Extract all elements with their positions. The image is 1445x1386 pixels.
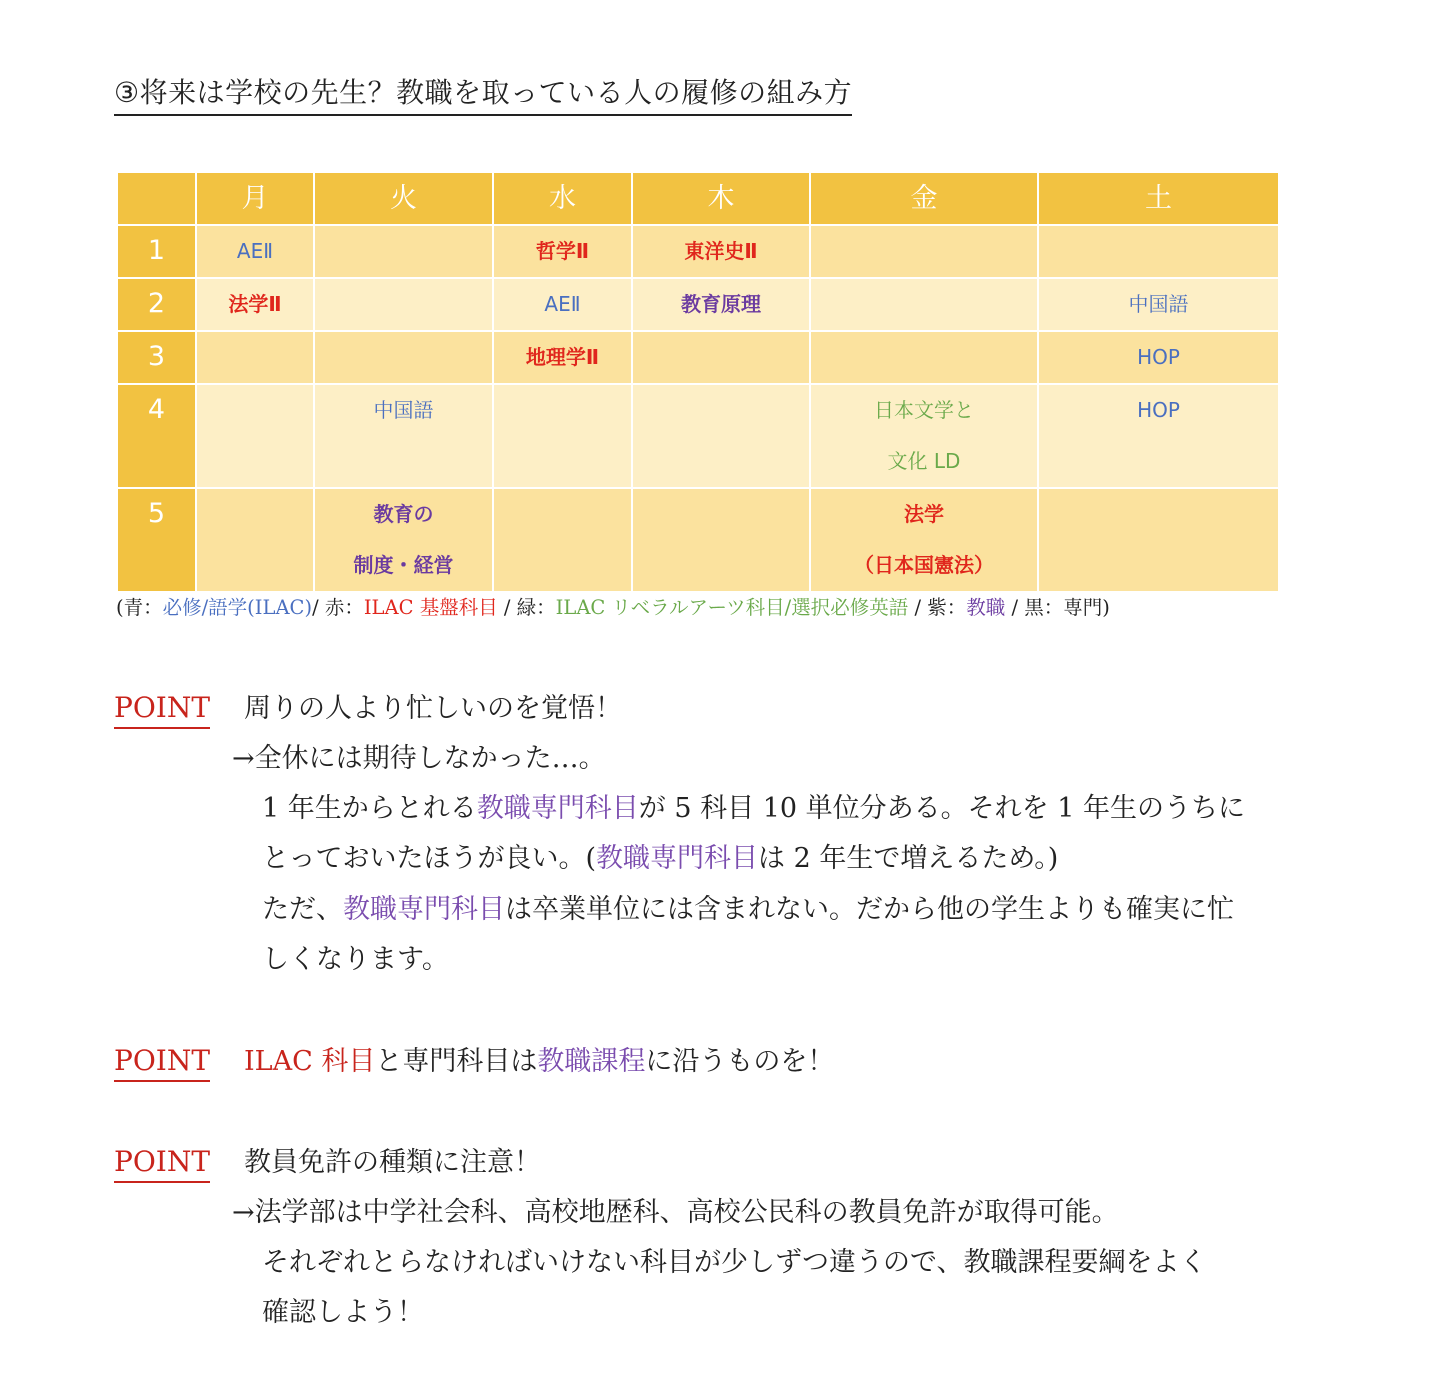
period-number: 1 — [117, 225, 196, 278]
class-cell — [493, 331, 632, 384]
class-name: HOP — [1137, 398, 1180, 422]
day-header: 金 — [810, 172, 1038, 225]
point-heading: 教員免許の種類に注意！ — [244, 1147, 541, 1178]
class-name: 日本文学と — [874, 398, 974, 422]
legend-blue: 必修/語学(ILAC) — [162, 596, 313, 619]
class-cell — [810, 488, 1038, 592]
day-header: 木 — [632, 172, 810, 225]
class-cell — [493, 384, 632, 488]
point-heading: 周りの人より忙しいのを覚悟！ — [244, 693, 622, 724]
day-header: 火 — [314, 172, 493, 225]
highlight-span: ILAC 科目 — [244, 1046, 376, 1077]
class-cell — [632, 331, 810, 384]
page-title: ③将来は学校の先生？教職を取っている人の履修の組み方 — [114, 74, 852, 116]
point-text: 確認しよう！ — [262, 1297, 424, 1328]
point-text — [262, 791, 1245, 827]
legend-text: / 緑： — [497, 596, 556, 619]
class-name: 中国語 — [1128, 292, 1189, 316]
text-span: は卒業単位には含まれない。だから他の学生よりも確実に忙 — [505, 894, 1234, 925]
class-name: AEⅡ — [236, 239, 274, 263]
class-cell — [1038, 225, 1279, 278]
class-name: 中国語 — [373, 398, 434, 422]
point-text: しくなります。 — [262, 944, 449, 975]
class-cell — [196, 278, 314, 331]
class-cell — [810, 331, 1038, 384]
class-name: AEⅡ — [544, 292, 581, 316]
timetable-corner — [117, 172, 196, 225]
text-span: と専門科目は — [375, 1046, 538, 1077]
class-cell — [1038, 488, 1279, 592]
text-span: 1 年生からとれる — [262, 793, 477, 824]
timetable-row — [117, 331, 1279, 384]
color-legend — [116, 594, 1110, 622]
class-cell — [1038, 331, 1279, 384]
period-number: 5 — [117, 488, 196, 592]
timetable-header-row — [117, 172, 1279, 225]
class-cell — [314, 278, 493, 331]
legend-red: ILAC 基盤科目 — [363, 596, 498, 619]
point-text: →法学部は中学社会科、高校地歴科、高校公民科の教員免許が取得可能。 — [232, 1197, 1119, 1228]
timetable-row — [117, 488, 1279, 592]
class-name: 制度・経営 — [353, 553, 454, 577]
point-text: →全休には期待しなかった…。 — [232, 743, 606, 774]
class-cell — [632, 225, 810, 278]
class-cell — [810, 225, 1038, 278]
highlight-span: 教職専門科目 — [596, 843, 758, 874]
class-cell — [632, 384, 810, 488]
period-number: 4 — [117, 384, 196, 488]
class-name: 文化 LD — [887, 449, 961, 473]
class-cell — [314, 488, 493, 592]
legend-text: (青： — [116, 596, 163, 619]
day-header: 土 — [1038, 172, 1279, 225]
point-label: POINT — [114, 1144, 210, 1183]
class-name: 法学Ⅱ — [228, 292, 282, 316]
class-cell — [1038, 278, 1279, 331]
class-cell — [196, 331, 314, 384]
legend-purple: 教職 — [966, 596, 1006, 619]
class-name: 法学 — [904, 502, 944, 526]
point-label: POINT — [114, 1043, 210, 1082]
class-name: （日本国憲法） — [854, 553, 994, 577]
class-name: 教育原理 — [681, 292, 761, 316]
day-header: 月 — [196, 172, 314, 225]
class-name: HOP — [1137, 345, 1180, 369]
class-cell — [810, 384, 1038, 488]
period-number: 2 — [117, 278, 196, 331]
class-cell — [314, 331, 493, 384]
legend-text: / 紫： — [908, 596, 967, 619]
class-cell — [493, 278, 632, 331]
class-name: 教育の — [373, 502, 434, 526]
timetable-row — [117, 225, 1279, 278]
text-span: が 5 科目 10 単位分ある。それを 1 年生のうちに — [638, 793, 1245, 824]
day-header: 水 — [493, 172, 632, 225]
class-cell — [493, 225, 632, 278]
class-cell — [810, 278, 1038, 331]
class-cell — [196, 384, 314, 488]
timetable-row — [117, 384, 1279, 488]
legend-text: / 赤： — [312, 596, 364, 619]
class-cell — [314, 384, 493, 488]
class-name: 哲学Ⅱ — [535, 239, 590, 263]
text-span: ただ、 — [262, 894, 343, 925]
point-label: POINT — [114, 690, 210, 729]
class-name: 東洋史Ⅱ — [684, 239, 758, 263]
point-text — [262, 892, 1234, 928]
legend-text: / 黒： — [1005, 596, 1064, 619]
class-cell — [632, 488, 810, 592]
class-cell — [632, 278, 810, 331]
point-text — [262, 841, 1058, 877]
point-text: それぞれとらなければいけない科目が少しずつ違うので、教職課程要綱をよく — [262, 1247, 1207, 1278]
timetable — [116, 171, 1280, 593]
point-heading — [244, 1044, 834, 1080]
text-span: とっておいたほうが良い。( — [262, 843, 596, 874]
legend-black: 専門) — [1063, 596, 1110, 619]
legend-green: ILAC リベラルアーツ科目/選択必修英語 — [555, 596, 909, 619]
timetable-row — [117, 278, 1279, 331]
highlight-span: 教職専門科目 — [476, 793, 639, 824]
highlight-span: 教職専門科目 — [343, 894, 505, 925]
class-cell — [196, 488, 314, 592]
class-name: 地理学Ⅱ — [525, 345, 600, 369]
highlight-span: 教職課程 — [537, 1046, 646, 1077]
class-cell — [1038, 384, 1279, 488]
text-span: は 2 年生で増えるため。) — [758, 843, 1059, 874]
period-number: 3 — [117, 331, 196, 384]
class-cell — [314, 225, 493, 278]
class-cell — [196, 225, 314, 278]
class-cell — [493, 488, 632, 592]
text-span: に沿うものを！ — [645, 1046, 835, 1077]
